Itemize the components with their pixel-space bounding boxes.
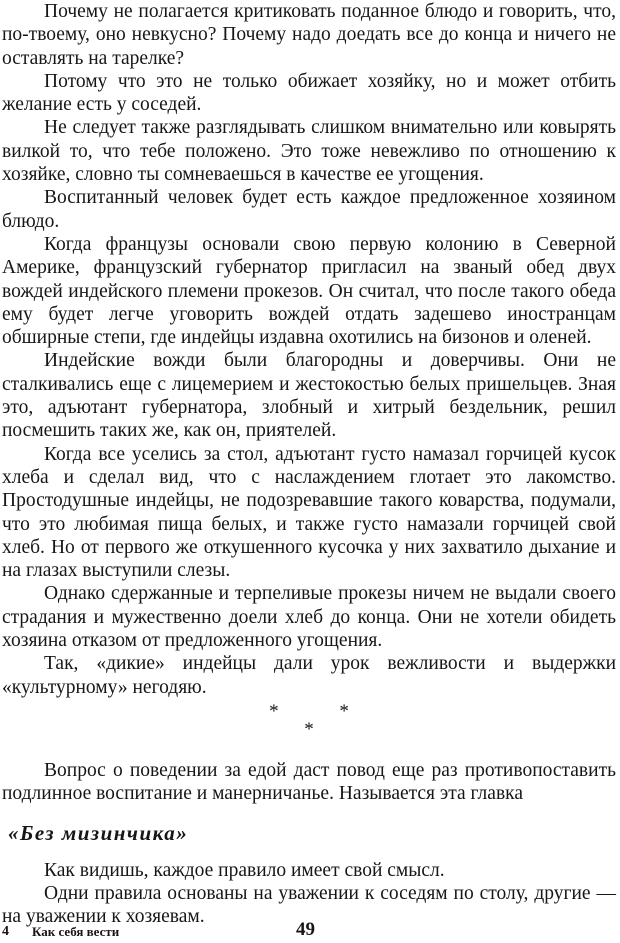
- paragraph: Воспитанный человек будет есть каждое предложенное хозяином блюдо.: [2, 187, 616, 232]
- paragraph: Когда французы основали свою первую колонию в Северной Америке, французский губернатор пригласил на званый обед двух вождей индейского племени прокезов. Он считал, что после такого обеда ему будет легче уговорить вождей отдать задешево иностранцам обширные степи, где индейцы издавна охотились на бизонов и оленей.: [2, 233, 616, 349]
- subheading: «Без мизинчика»: [8, 820, 189, 845]
- intro-paragraph: Вопрос о поведении за едой даст повод еще раз противопоставить подлинное воспитание и манерничанье. Называется эта главка: [2, 759, 616, 805]
- running-title: Как себя вести: [32, 924, 120, 939]
- paragraph: Как видишь, каждое правило имеет свой смысл.: [44, 859, 445, 881]
- separator-stars-top: * *: [269, 700, 377, 722]
- page-number: 49: [296, 919, 315, 940]
- page-footer: [2, 921, 616, 943]
- paragraph: Почему не полагается критиковать поданное блюдо и говорить, что, по-твоему, оно невкусно? Почему надо доедать все до конца и ничего не оставлять на тарелке?: [2, 1, 616, 69]
- paragraph: Когда все уселись за стол, адъютант густо намазал горчицей кусок хлеба и сделал вид, что с наслаждением глотает это лакомство. Простодушные индейцы, не подозревавшие такого коварства, подумали, что это любимая пища белых, и также густо намазали горчицей свой хлеб. Но от первого же откушенного кусочка у них захватило дыхание и на глазах выступили слезы.: [2, 443, 616, 582]
- signature-number: 4: [2, 924, 9, 939]
- separator-star-bottom: *: [304, 718, 314, 740]
- paragraph: Одни правила основаны на уважении к соседям по столу, другие — на уважении к хозяевам.: [2, 883, 616, 928]
- paragraph: Не следует также разглядывать слишком внимательно или ковырять вилкой то, что тебе положено. Это тоже невежливо по отношению к хозяйке, словно ты сомневаешься в качестве ее угощения.: [2, 117, 616, 186]
- paragraph: Так, «дикие» индейцы дали урок вежливости и выдержки «культурному» негодяю.: [2, 653, 616, 698]
- section-separator: [2, 700, 616, 740]
- body-text: [2, 0, 616, 929]
- paragraph: Индейские вожди были благородны и доверчивы. Они не сталкивались еще с лицемерием и жестокостью белых пришельцев. Зная это, адъютант губернатора, злобный и хитрый бездельник, решил посмешить таких же, как он, приятелей.: [2, 350, 616, 442]
- paragraph: Однако сдержанные и терпеливые прокезы ничем не выдали своего страдания и мужественно доели хлеб до конца. Они не хотели обидеть хозяина отказом от предложенного угощения.: [2, 583, 616, 652]
- paragraph: Потому что это не только обижает хозяйку, но и может отбить желание есть у соседей.: [2, 70, 616, 116]
